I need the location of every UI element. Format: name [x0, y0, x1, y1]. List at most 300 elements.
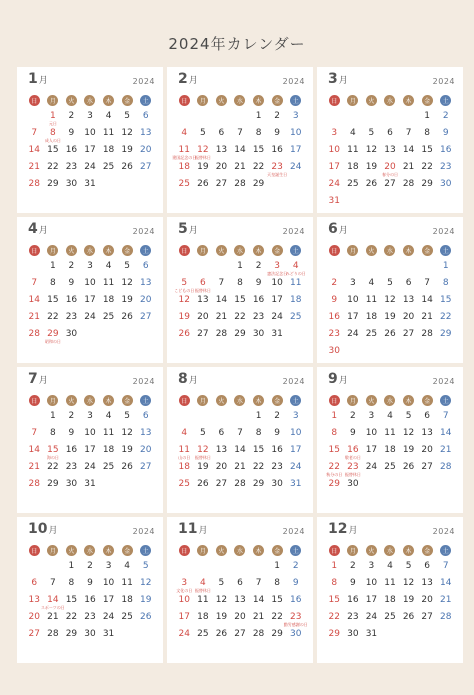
day-number: 18 [178, 162, 190, 172]
day-cell [194, 595, 213, 612]
day-number: 29 [271, 629, 283, 639]
holiday-name: 天皇誕生日 [267, 172, 288, 177]
day-cell [62, 145, 81, 162]
month-label [328, 521, 358, 537]
month-days [25, 411, 155, 496]
day-cell [249, 629, 268, 646]
day-cell [418, 295, 437, 312]
day-number: 19 [402, 445, 415, 455]
month-suffix: 月 [188, 226, 198, 236]
day-cell [194, 561, 213, 578]
day-number: 25 [289, 312, 302, 322]
day-number: 18 [178, 462, 190, 472]
day-number: 9 [442, 128, 449, 138]
weekday-header [175, 245, 305, 256]
day-number: 17 [365, 445, 378, 455]
day-cell [231, 595, 250, 612]
day-number: 10 [328, 145, 340, 155]
day-number: 24 [328, 179, 340, 189]
day-number: 27 [421, 462, 433, 472]
day-cell [436, 629, 455, 646]
day-number: 3 [331, 128, 338, 138]
day-cell [268, 479, 287, 496]
weekday-badge: 日 [29, 395, 40, 406]
day-number: 25 [197, 629, 209, 639]
day-cell [249, 428, 268, 445]
day-cell [62, 295, 81, 312]
holiday-name: 振替休日 [194, 155, 211, 160]
day-cell [344, 346, 363, 363]
day-cell [268, 428, 287, 445]
day-cell [175, 312, 194, 329]
day-cell [418, 312, 437, 329]
day-number: 24 [347, 329, 359, 339]
day-number: 11 [289, 278, 302, 288]
day-number: 23 [347, 612, 359, 622]
day-cell [399, 445, 418, 462]
day-cell [325, 278, 344, 295]
day-cell [62, 445, 81, 462]
weekday-badge: 月 [47, 545, 58, 556]
day-number: 25 [121, 612, 133, 622]
day-number: 11 [102, 128, 115, 138]
day-number: 1 [49, 411, 56, 421]
day-number: 21 [47, 612, 59, 622]
day-cell [286, 445, 305, 462]
weekday-badge: 土 [440, 545, 451, 556]
day-cell [99, 162, 118, 179]
day-cell [231, 329, 250, 346]
day-number: 7 [218, 278, 225, 288]
day-number: 16 [289, 595, 302, 605]
month-number: 1 [28, 71, 38, 87]
day-cell [118, 445, 137, 462]
day-number: 22 [439, 312, 452, 322]
month-year: 2024 [132, 77, 155, 86]
weekday-badge: 木 [103, 245, 114, 256]
day-number: 11 [384, 428, 396, 438]
month-year: 2024 [432, 227, 455, 236]
day-cell [136, 179, 155, 196]
day-cell [362, 479, 381, 496]
day-number: 20 [139, 145, 152, 155]
day-cell [286, 179, 305, 196]
weekday-badge: 金 [122, 245, 133, 256]
month-card [317, 67, 463, 213]
day-number: 29 [421, 179, 433, 189]
holiday-name: 春分の日 [381, 172, 398, 177]
month-card [317, 517, 463, 663]
day-cell [399, 479, 418, 496]
day-cell [99, 261, 118, 278]
day-cell [249, 411, 268, 428]
day-number: 21 [215, 312, 228, 322]
day-cell [344, 162, 363, 179]
day-number: 2 [87, 561, 93, 571]
month-year: 2024 [432, 377, 455, 386]
day-number: 17 [178, 612, 190, 622]
day-cell [81, 312, 100, 329]
day-number: 5 [368, 128, 375, 138]
weekday-badge: 月 [347, 95, 358, 106]
day-cell [286, 428, 305, 445]
day-number: 14 [439, 578, 452, 588]
day-cell [175, 329, 194, 346]
day-number: 7 [405, 128, 412, 138]
day-cell [231, 629, 250, 646]
weekday-badge: 木 [403, 95, 414, 106]
day-cell [99, 479, 118, 496]
weekday-badge: 水 [84, 95, 95, 106]
day-number: 11 [384, 578, 396, 588]
day-number: 2 [68, 111, 75, 121]
day-number: 12 [384, 295, 396, 305]
month-label [178, 521, 208, 537]
day-cell [325, 578, 344, 595]
day-cell [436, 578, 455, 595]
day-cell [436, 278, 455, 295]
day-number: 26 [197, 179, 209, 189]
day-cell [325, 329, 344, 346]
day-cell [212, 612, 231, 629]
day-number: 26 [197, 479, 209, 489]
day-cell [99, 612, 118, 629]
week-row [325, 445, 455, 462]
day-number: 4 [199, 578, 206, 588]
day-number: 9 [274, 428, 280, 438]
day-number: 15 [252, 145, 265, 155]
day-cell [344, 329, 363, 346]
day-number: 7 [31, 128, 38, 138]
day-cell [81, 261, 100, 278]
holiday-name: 元日 [48, 121, 57, 126]
day-number: 21 [28, 312, 40, 322]
day-cell [344, 179, 363, 196]
week-row [325, 411, 455, 428]
day-number: 22 [252, 462, 265, 472]
day-number: 31 [84, 479, 96, 489]
day-cell [231, 162, 250, 179]
month-label [28, 371, 48, 387]
day-number: 21 [234, 462, 246, 472]
day-cell [399, 145, 418, 162]
day-number: 2 [349, 411, 356, 421]
day-cell [212, 145, 231, 162]
day-number: 26 [215, 629, 228, 639]
day-number: 24 [271, 312, 283, 322]
day-cell [175, 428, 194, 445]
month-number: 9 [328, 371, 338, 387]
day-cell [381, 428, 400, 445]
day-cell [249, 462, 268, 479]
week-row [175, 329, 305, 346]
day-cell [362, 428, 381, 445]
weekday-badge: 金 [422, 395, 433, 406]
day-cell [344, 479, 363, 496]
week-row [25, 162, 155, 179]
day-number: 19 [121, 295, 133, 305]
weekday-badge: 金 [272, 95, 283, 106]
day-number: 12 [197, 145, 209, 155]
day-cell [381, 111, 400, 128]
day-cell [99, 128, 118, 145]
day-number: 23 [289, 612, 302, 622]
month-suffix: 月 [48, 526, 58, 536]
day-number: 11 [197, 595, 209, 605]
day-cell [136, 278, 155, 295]
week-row [175, 578, 305, 595]
day-number: 9 [68, 428, 75, 438]
day-cell [118, 162, 137, 179]
day-cell [436, 128, 455, 145]
day-cell [344, 612, 363, 629]
day-cell [344, 561, 363, 578]
day-cell [212, 111, 231, 128]
day-cell [362, 196, 381, 213]
weekday-badge: 木 [253, 245, 264, 256]
weekday-badge: 金 [272, 245, 283, 256]
weekday-badge: 土 [140, 95, 151, 106]
day-cell [268, 462, 287, 479]
day-number: 16 [347, 595, 359, 605]
week-row [325, 295, 455, 312]
day-cell [231, 462, 250, 479]
month-days [325, 411, 455, 496]
day-cell [44, 312, 63, 329]
day-number: 26 [402, 462, 415, 472]
weekday-badge: 水 [234, 95, 245, 106]
day-number: 28 [28, 329, 40, 339]
day-cell [212, 128, 231, 145]
day-cell [344, 595, 363, 612]
day-number: 16 [328, 312, 340, 322]
holiday-name: 建国記念の日 [172, 155, 197, 160]
day-cell [399, 111, 418, 128]
day-cell [231, 128, 250, 145]
day-cell [212, 312, 231, 329]
day-number: 18 [384, 595, 396, 605]
week-row [25, 111, 155, 128]
day-number: 5 [124, 111, 130, 121]
day-cell [212, 162, 231, 179]
day-number: 19 [215, 612, 228, 622]
day-number: 27 [215, 179, 228, 189]
week-row [325, 629, 455, 646]
day-cell [436, 346, 455, 363]
week-row [25, 295, 155, 312]
day-cell [436, 295, 455, 312]
day-cell [249, 445, 268, 462]
day-cell [268, 128, 287, 145]
day-cell [212, 411, 231, 428]
day-cell [40, 595, 65, 612]
day-cell [44, 462, 63, 479]
day-cell [399, 411, 418, 428]
day-number: 20 [139, 295, 152, 305]
weekday-badge: 月 [347, 245, 358, 256]
day-number: 17 [271, 295, 283, 305]
day-number: 31 [289, 479, 302, 489]
day-cell [231, 561, 250, 578]
day-cell [362, 595, 381, 612]
day-cell [136, 612, 155, 629]
day-cell [118, 111, 137, 128]
week-row [25, 595, 155, 612]
day-number: 25 [102, 312, 115, 322]
day-cell [212, 479, 231, 496]
day-cell [62, 561, 81, 578]
day-number: 13 [234, 595, 246, 605]
day-number: 31 [365, 629, 378, 639]
day-cell [362, 561, 381, 578]
day-number: 18 [289, 295, 302, 305]
day-cell [62, 162, 81, 179]
day-cell [81, 612, 100, 629]
day-cell [344, 445, 363, 462]
day-cell [175, 261, 194, 278]
day-number: 9 [349, 428, 356, 438]
day-number: 13 [197, 295, 209, 305]
month-number: 5 [178, 221, 188, 237]
weekday-badge: 日 [179, 395, 190, 406]
day-number: 2 [331, 278, 338, 288]
day-cell [344, 278, 363, 295]
week-row [25, 462, 155, 479]
day-number: 11 [365, 295, 378, 305]
day-number: 7 [237, 428, 243, 438]
day-number: 8 [442, 278, 449, 288]
day-cell [231, 479, 250, 496]
day-cell [231, 295, 250, 312]
month-card [17, 517, 163, 663]
week-row [25, 329, 155, 346]
day-number: 28 [421, 329, 433, 339]
day-cell [268, 295, 287, 312]
day-number: 29 [439, 329, 452, 339]
week-row [175, 179, 305, 196]
month-year: 2024 [282, 377, 305, 386]
day-cell [118, 578, 137, 595]
day-cell [344, 128, 363, 145]
day-cell [25, 629, 44, 646]
month-days [25, 261, 155, 346]
day-cell [399, 346, 418, 363]
day-number: 19 [197, 162, 209, 172]
day-number: 25 [365, 329, 378, 339]
day-number: 16 [252, 295, 265, 305]
weekday-badge: 月 [347, 545, 358, 556]
day-number: 20 [384, 162, 396, 172]
day-cell [62, 612, 81, 629]
day-number: 14 [234, 145, 246, 155]
day-cell [99, 462, 118, 479]
day-number: 2 [292, 561, 299, 571]
day-cell [399, 278, 418, 295]
day-cell [436, 479, 455, 496]
day-number: 19 [384, 312, 396, 322]
day-number: 26 [384, 329, 396, 339]
day-number: 7 [442, 411, 449, 421]
day-number: 10 [84, 428, 96, 438]
week-row [175, 445, 305, 462]
day-cell [44, 445, 63, 462]
day-cell [99, 595, 118, 612]
day-number: 22 [328, 612, 340, 622]
day-cell [344, 578, 363, 595]
day-number: 8 [274, 578, 280, 588]
week-row [325, 612, 455, 629]
day-number: 19 [139, 595, 152, 605]
month-suffix: 月 [188, 376, 198, 386]
day-number: 21 [439, 445, 452, 455]
day-cell [62, 111, 81, 128]
day-cell [362, 278, 381, 295]
day-cell [175, 629, 194, 646]
day-cell [436, 162, 455, 179]
day-cell [25, 411, 44, 428]
week-row [325, 479, 455, 496]
day-number: 7 [237, 128, 243, 138]
day-cell [436, 612, 455, 629]
weekday-badge: 土 [290, 95, 301, 106]
day-number: 28 [28, 179, 40, 189]
day-number: 15 [421, 145, 433, 155]
day-number: 20 [139, 445, 152, 455]
day-cell [175, 162, 194, 179]
day-number: 11 [178, 445, 190, 455]
day-number: 23 [65, 462, 78, 472]
day-number: 14 [402, 145, 415, 155]
day-number: 26 [139, 612, 152, 622]
day-cell [418, 462, 437, 479]
day-cell [25, 295, 44, 312]
holiday-name: 勤労感謝の日 [283, 622, 308, 627]
day-number: 31 [271, 329, 283, 339]
day-number: 28 [402, 179, 415, 189]
day-cell [381, 162, 400, 179]
holiday-name: 秋分の日 [326, 472, 343, 477]
month-number: 12 [328, 521, 348, 537]
day-cell [136, 145, 155, 162]
day-cell [362, 462, 381, 479]
day-cell [175, 128, 194, 145]
week-row [325, 179, 455, 196]
day-number: 26 [178, 329, 190, 339]
day-cell [62, 578, 81, 595]
day-number: 13 [139, 428, 152, 438]
day-cell [194, 295, 213, 312]
day-number: 4 [387, 561, 393, 571]
day-number: 8 [49, 278, 56, 288]
day-cell [194, 312, 213, 329]
day-cell [325, 196, 344, 213]
day-cell [81, 578, 100, 595]
day-cell [231, 411, 250, 428]
day-number: 8 [237, 278, 243, 288]
day-cell [25, 578, 44, 595]
day-cell [118, 561, 137, 578]
day-cell [344, 145, 363, 162]
day-number: 28 [47, 629, 59, 639]
month-number: 11 [178, 521, 198, 537]
week-row [175, 162, 305, 179]
day-number: 12 [139, 578, 152, 588]
day-cell [44, 629, 63, 646]
weekday-badge: 土 [140, 245, 151, 256]
day-cell [268, 278, 287, 295]
weekday-badge: 木 [403, 545, 414, 556]
day-cell [212, 561, 231, 578]
